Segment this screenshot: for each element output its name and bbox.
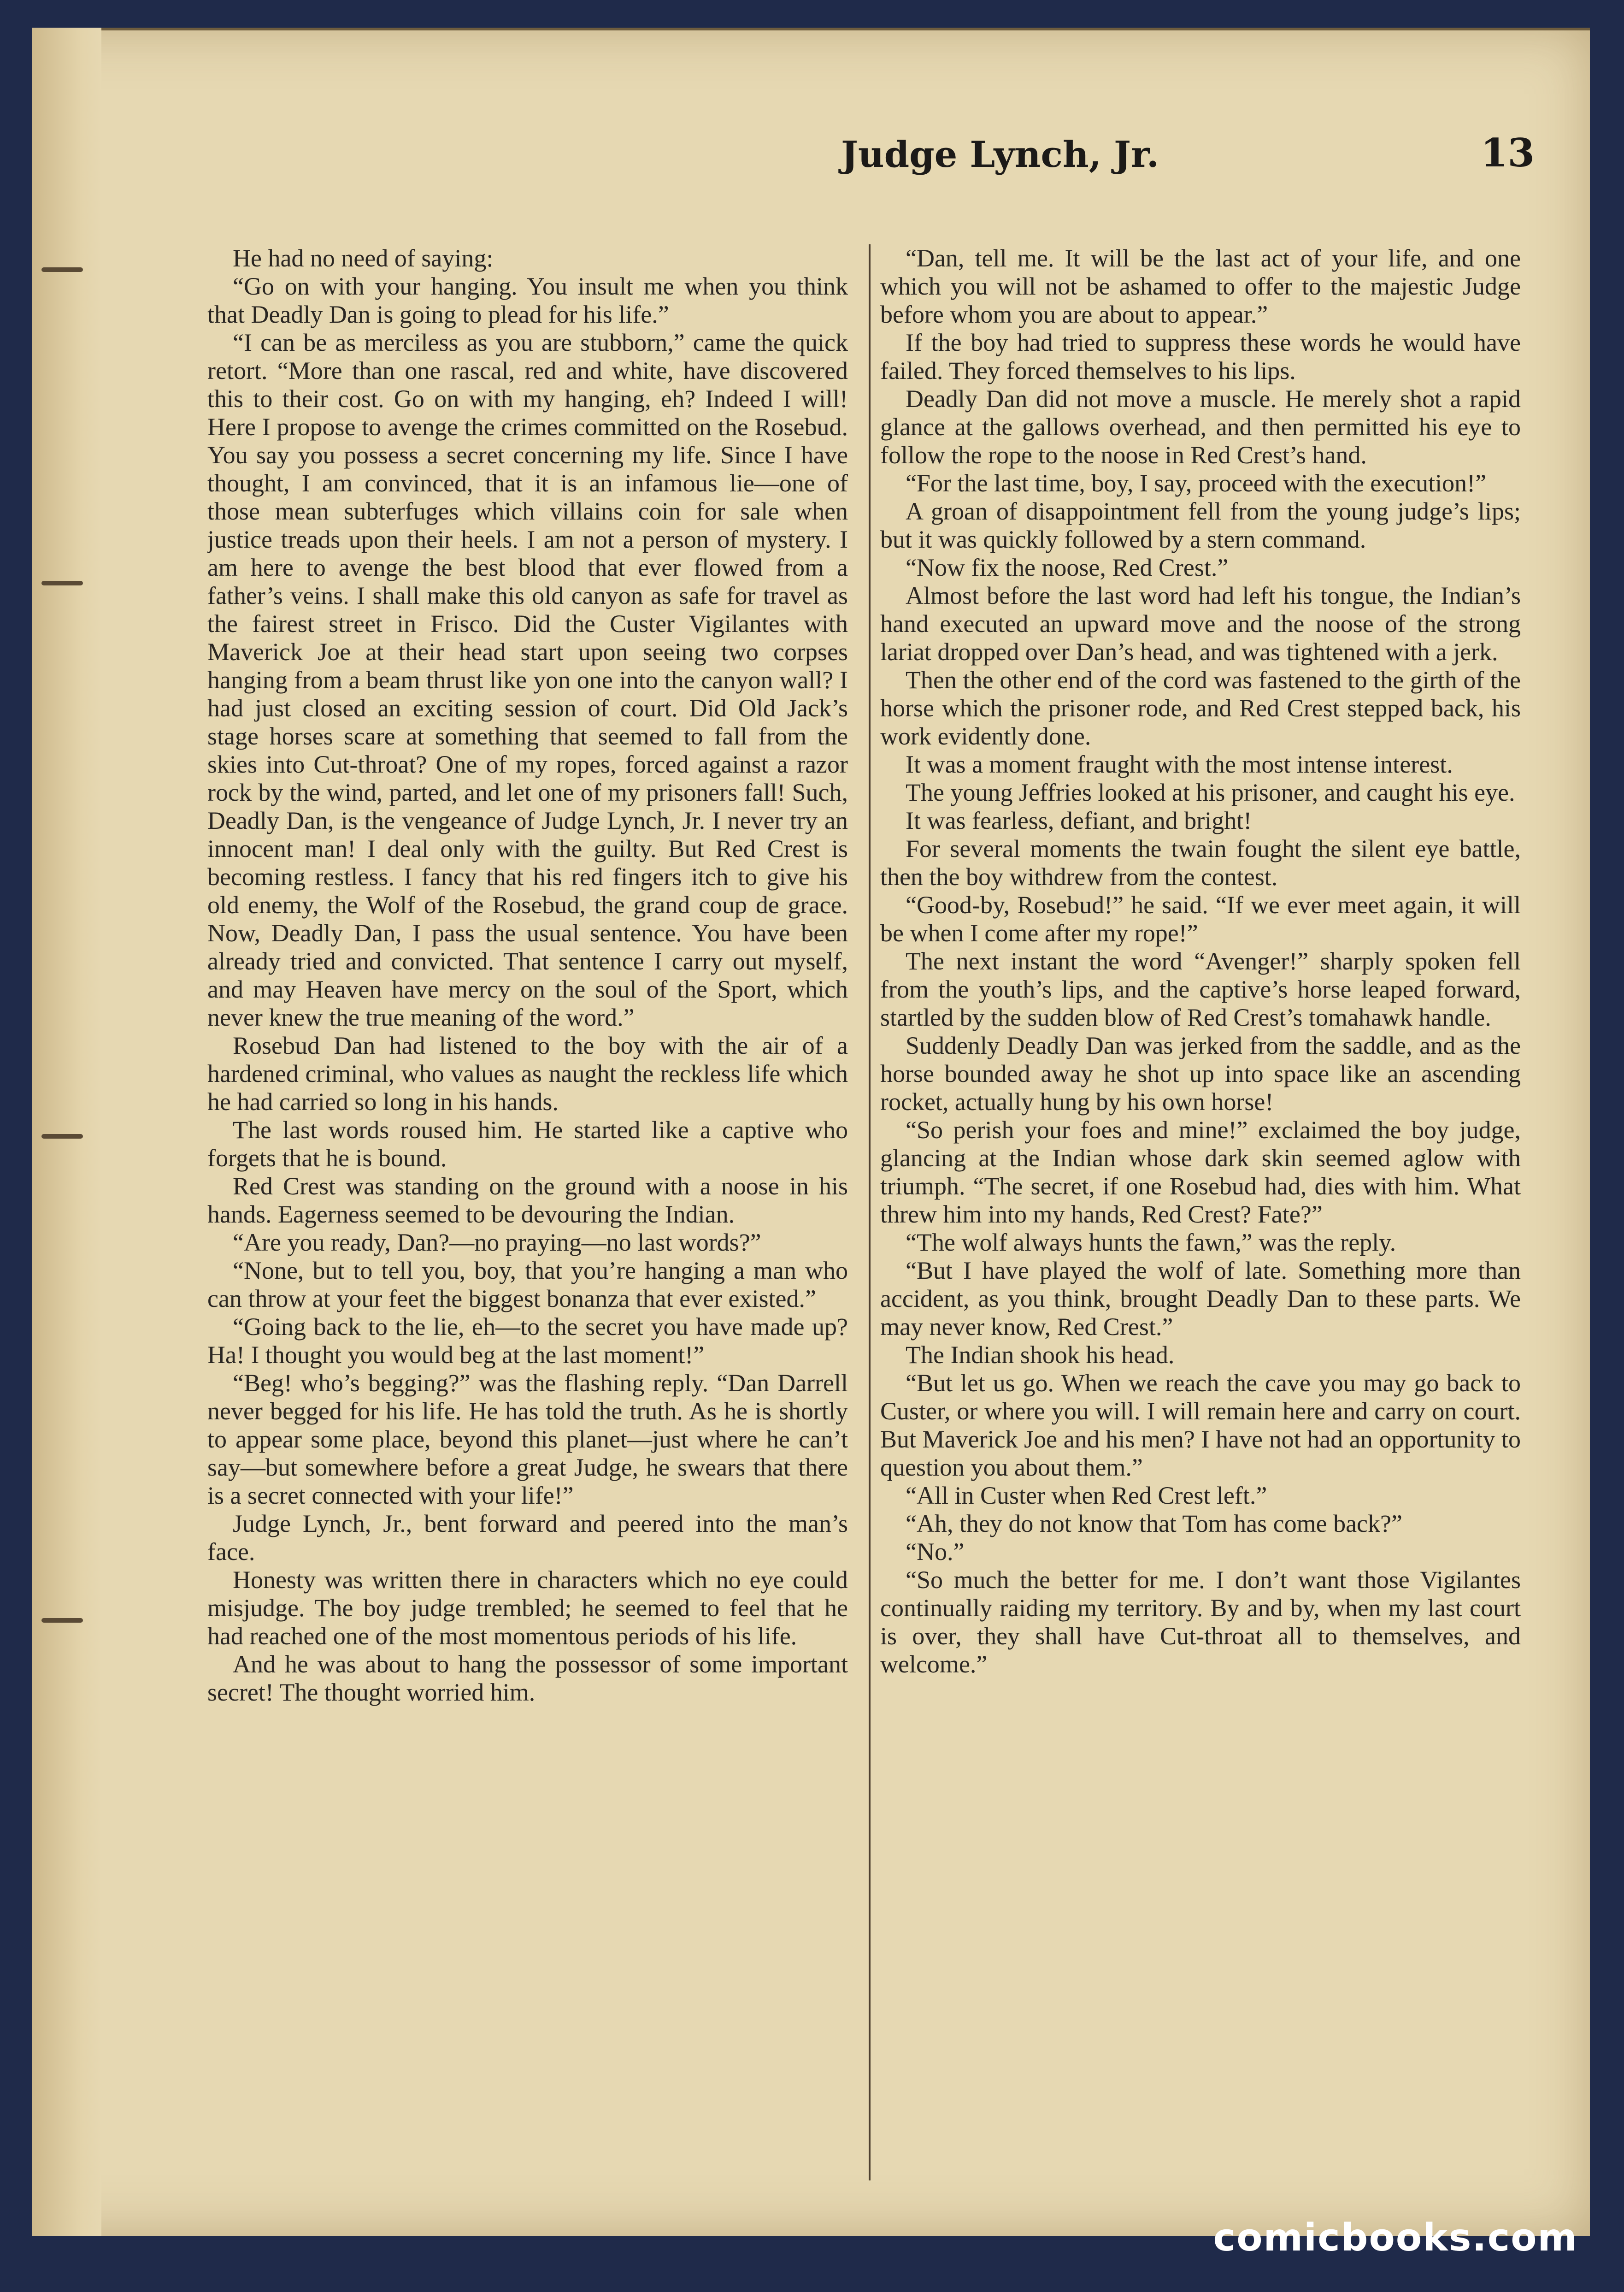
paragraph: It was a moment fraught with the most intense interest.: [906, 750, 1453, 778]
paragraph: “Go on with your hanging. You insult me when you think that Deadly Dan is going to plead for his life.”: [207, 272, 848, 328]
paragraph: “Ah, they do not know that Tom has come back?”: [906, 1510, 1402, 1537]
book-page: [32, 28, 1590, 2236]
paragraph: Almost before the last word had left his tongue, the Indian’s hand executed an upward move and the noose of the strong lariat dropped over Dan’s head, and was tightened with a jerk.: [880, 582, 1521, 666]
paragraph: Rosebud Dan had listened to the boy with the air of a hardened criminal, who values as naught the reckless life which he had carried so long in his hands.: [207, 1032, 848, 1116]
paragraph: He had no need of saying:: [233, 244, 494, 272]
page-number: 13: [1481, 130, 1535, 176]
paragraph: Red Crest was standing on the ground with a noose in his hands. Eagerness seemed to be devouring the Indian.: [207, 1172, 848, 1228]
paragraph: “So perish your foes and mine!” exclaimed the boy judge, glancing at the Indian whose dark skin seemed aglow with triumph. “The secret, if one Rosebud had, dies with him. What threw him into my hands, Red Crest? Fate?”: [880, 1116, 1521, 1228]
paragraph: It was fearless, defiant, and bright!: [906, 807, 1252, 834]
binding-stitch: [41, 1618, 83, 1623]
paragraph: If the boy had tried to suppress these words he would have failed. They forced themselves to his lips.: [880, 329, 1521, 384]
binding-gutter: [32, 28, 101, 2236]
paragraph: Then the other end of the cord was fastened to the girth of the horse which the prisoner rode, and Red Crest stepped back, his work evidently done.: [880, 666, 1521, 750]
binding-stitch: [41, 581, 83, 585]
paragraph: Honesty was written there in characters which no eye could misjudge. The boy judge trembled; he seemed to feel that he had reached one of the most momentous periods of his life.: [207, 1566, 848, 1650]
binding-stitch: [41, 267, 83, 272]
paragraph: “But let us go. When we reach the cave you may go back to Custer, or where you will. I will remain here and carry on court. But Maverick Joe and his men? I have not had an opportunity to question you about them.”: [880, 1369, 1521, 1481]
running-head: Judge Lynch, Jr.: [841, 134, 1159, 176]
paragraph: A groan of disappointment fell from the young judge’s lips; but it was quickly followed by a stern command.: [880, 497, 1521, 553]
paragraph: “All in Custer when Red Crest left.”: [906, 1482, 1267, 1509]
paragraph: The young Jeffries looked at his prisoner, and caught his eye.: [906, 779, 1515, 806]
paragraph: “For the last time, boy, I say, proceed with the execution!”: [906, 469, 1487, 497]
paragraph: And he was about to hang the possessor of some important secret! The thought worried him.: [207, 1650, 848, 1706]
paragraph: “Good-by, Rosebud!” he said. “If we ever meet again, it will be when I come after my rope!”: [880, 891, 1521, 947]
paragraph: The last words roused him. He started like a captive who forgets that he is bound.: [207, 1116, 848, 1172]
paragraph: The Indian shook his head.: [906, 1341, 1175, 1369]
paragraph: Deadly Dan did not move a muscle. He merely shot a rapid glance at the gallows overhead, and then permitted his eye to follow the rope to the noose in Red Crest’s hand.: [880, 385, 1521, 469]
paragraph: Suddenly Deadly Dan was jerked from the saddle, and as the horse bounded away he shot up into space like an ascending rocket, actually hung by his own horse!: [880, 1032, 1521, 1116]
paragraph: “Now fix the noose, Red Crest.”: [906, 554, 1229, 581]
paragraph: The next instant the word “Avenger!” sharply spoken fell from the youth’s lips, and the captive’s horse leaped forward, startled by the sudden blow of Red Crest’s tomahawk handle.: [880, 947, 1521, 1031]
paragraph: “I can be as merciless as you are stubborn,” came the quick retort. “More than one rascal, red and white, have discovered this to their cost. Go on with my hanging, eh? Indeed I will! Here I propose to avenge the crimes committed on the Rosebud. You say you possess a secret concerning my life. Since I have thought, I am convinced, that it is an infamous lie—one of those mean subterfuges which villains coin for sale when justice treads upon their heels. I am not a person of mystery. I am here to avenge the best blood that ever flowed from a father’s veins. I shall make this old canyon as safe for travel as the fairest street in Frisco. Did the Custer Vigilantes with Maverick Joe at their head start upon seeing two corpses hanging from a beam thrust like yon one into the canyon wall? I had just closed an exciting session of court. Did Old Jack’s stage horses scare at something that seemed to fall from the skies into Cut-throat? One of my ropes, forced against a razor rock by the wind, parted, and let one of my prisoners fall! Such, Deadly Dan, is the vengeance of Judge Lynch, Jr. I never try an innocent man! I deal only with the guilty. But Red Crest is becoming restless. I fancy that his red fingers itch to give his old enemy, the Wolf of the Rosebud, the grand coup de grace. Now, Deadly Dan, I pass the usual sentence. You have been already tried and convicted. That sentence I carry out myself, and may Heaven have mercy on the soul of the Sport, which never knew the true meaning of the word.”: [207, 329, 848, 1031]
paragraph: “The wolf always hunts the fawn,” was the reply.: [906, 1229, 1396, 1256]
paragraph: For several moments the twain fought the silent eye battle, then the boy withdrew from the contest.: [880, 835, 1521, 891]
paragraph: “None, but to tell you, boy, that you’re hanging a man who can throw at your feet the biggest bonanza that ever existed.”: [207, 1257, 848, 1312]
paragraph: Judge Lynch, Jr., bent forward and peered into the man’s face.: [207, 1510, 848, 1565]
right-column: [880, 244, 1521, 2190]
paragraph: “No.”: [906, 1538, 965, 1565]
paragraph: “But I have played the wolf of late. Something more than accident, as you think, brought Deadly Dan to these parts. We may never know, Red Crest.”: [880, 1257, 1521, 1341]
paragraph: “Going back to the lie, eh—to the secret you have made up? Ha! I thought you would beg at the last moment!”: [207, 1313, 848, 1369]
left-column: [207, 244, 848, 2190]
column-divider: [869, 244, 871, 2180]
binding-stitch: [41, 1134, 83, 1139]
site-watermark: comicbooks.com: [1213, 2216, 1578, 2260]
paragraph: “So much the better for me. I don’t want those Vigilantes continually raiding my territory. By and by, when my last court is over, they shall have Cut-throat all to themselves, and welcome.”: [880, 1566, 1521, 1678]
paragraph: “Are you ready, Dan?—no praying—no last words?”: [233, 1229, 761, 1256]
paragraph: “Dan, tell me. It will be the last act of your life, and one which you will not be ashamed to offer to the majestic Judge before whom you are about to appear.”: [880, 244, 1521, 328]
header-rule: [101, 28, 1590, 30]
paragraph: “Beg! who’s begging?” was the flashing reply. “Dan Darrell never begged for his life. He has told the truth. As he is shortly to appear some place, beyond this planet—just where he can’t say—but somewhere before a great Judge, he swears that there is a secret connected with your life!”: [207, 1369, 848, 1509]
